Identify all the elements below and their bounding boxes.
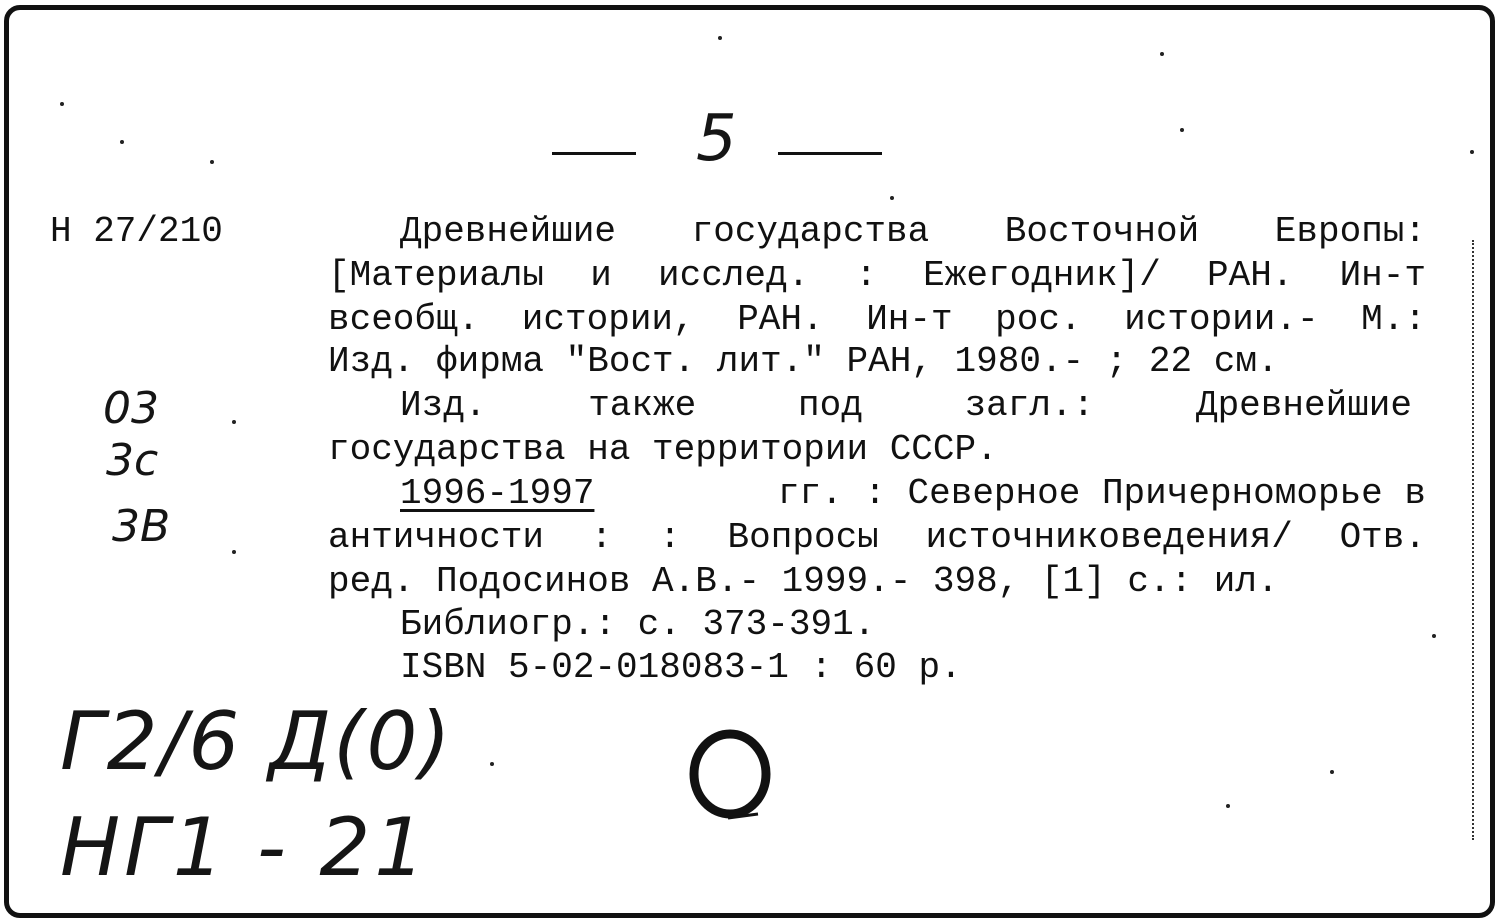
entry-line-4: Изд. фирма "Вост. лит." РАН, 1980.- ; 22 см. — [328, 341, 1279, 382]
handwritten-mark-2: 3с — [106, 435, 159, 486]
entry-line-2: [Материалы и исслед. : Ежегодник]/ РАН. Ин-т — [328, 255, 1426, 296]
speck — [890, 196, 894, 200]
entry-line-10: Библиогр.: с. 373-391. — [400, 604, 876, 645]
right-edge-artifact — [1472, 240, 1476, 840]
handwritten-code: НГ1 - 21 — [60, 801, 430, 894]
entry-line-9: ред. Подосинов А.В.- 1999.- 398, [1] с.: ил. — [328, 561, 1279, 602]
speck — [232, 420, 236, 424]
entry-line-5: Изд. также под загл.: Древнейшие — [400, 385, 1412, 426]
speck — [210, 160, 214, 164]
entry-line-8: античности : : Вопросы источниковедения/ Отв. — [328, 517, 1426, 558]
handwritten-classification: Г2/6 Д(0) — [60, 695, 453, 788]
entry-line-6: государства на территории СССР. — [328, 429, 998, 470]
speck — [490, 762, 494, 766]
entry-line-7-rest: гг. : Северное Причерноморье в — [756, 473, 1426, 514]
years-underlined: 1996-1997 — [400, 473, 595, 514]
page-number: 5 — [696, 102, 737, 176]
speck — [1330, 770, 1334, 774]
entry-line-11: ISBN 5-02-018083-1 : 60 р. — [400, 647, 962, 688]
entry-line-7 — [400, 472, 1426, 516]
speck — [1160, 52, 1164, 56]
speck — [718, 36, 722, 40]
card-hole-circle — [678, 718, 788, 838]
entry-line-3: всеобщ. истории, РАН. Ин-т рос. истории.- М.: — [328, 299, 1426, 340]
header-dash-left — [552, 152, 636, 155]
speck — [232, 550, 236, 554]
speck — [60, 102, 64, 106]
speck — [120, 140, 124, 144]
call-number: Н 27/210 — [50, 211, 223, 252]
entry-line-1: Древнейшие государства Восточной Европы: — [400, 211, 1426, 252]
speck — [1432, 634, 1436, 638]
handwritten-mark-1: 03 — [103, 383, 159, 434]
header-dash-right — [778, 152, 882, 155]
handwritten-mark-3: 3В — [112, 501, 171, 552]
speck — [1180, 128, 1184, 132]
speck — [1226, 804, 1230, 808]
speck — [1470, 150, 1474, 154]
